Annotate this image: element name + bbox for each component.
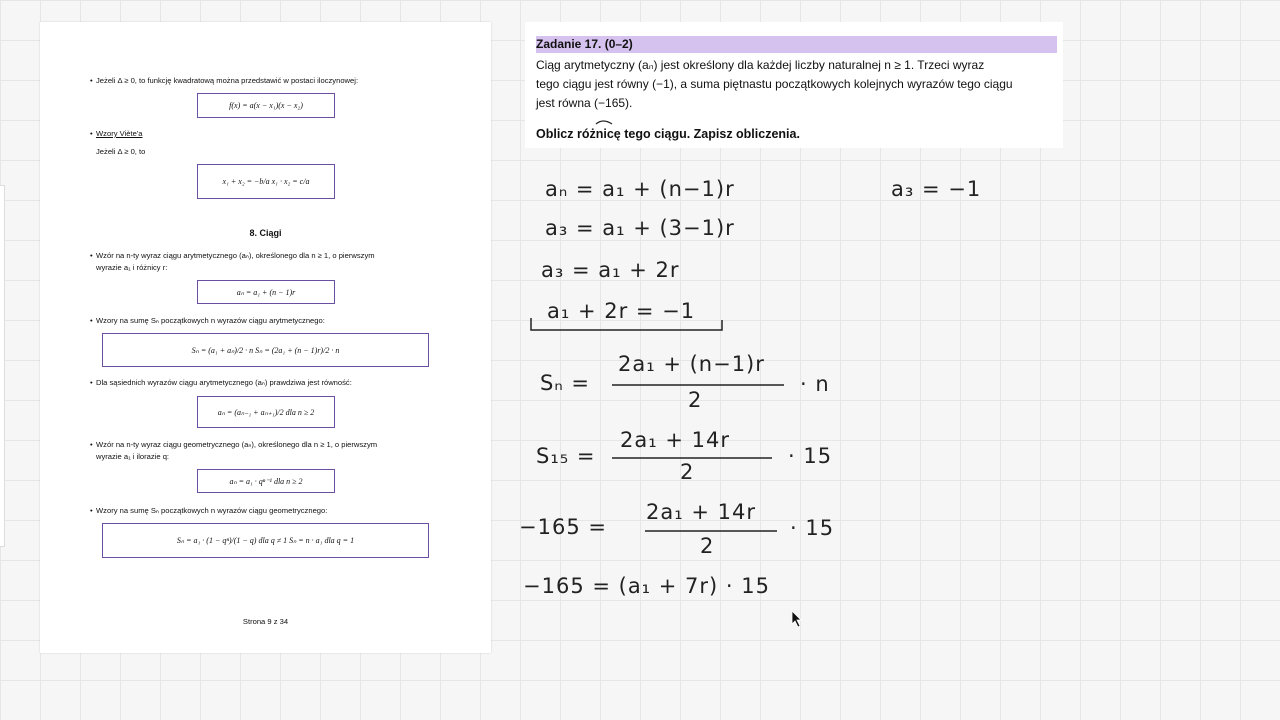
arith-sum-formula-box: Sₙ = (a₁ + aₙ)/2 · n Sₙ = (2a₁ + (n − 1)r)/2 · n	[102, 333, 429, 367]
geo-nth-text-2: wyrazie a₁ i ilorazie q:	[96, 452, 170, 461]
ink-eq-3: a₃ = a₁ + 2r	[541, 258, 680, 282]
ink-eq-2: a₃ = a₁ + (3−1)r	[545, 216, 735, 240]
ink-s15-mul: · 15	[788, 444, 833, 468]
arith-neighbors-formula-box: aₙ = (aₙ₋₁ + aₙ₊₁)/2 dla n ≥ 2	[197, 396, 335, 428]
viete-title: • Wzory Viète'a	[90, 129, 143, 138]
ink-side-note: a₃ = −1	[891, 177, 982, 201]
arith-nth-text: • Wzór na n-ty wyraz ciągu arytmetycznego (aₙ), określonego dla n ≥ 1, o pierwszym	[90, 251, 375, 260]
ink-sn-num: 2a₁ + (n−1)r	[618, 352, 765, 376]
task-line-3: jest równa (−165).	[536, 96, 633, 110]
quad-intro: • Jeżeli Δ ≥ 0, to funkcję kwadratową można przedstawić w postaci iloczynowej:	[90, 76, 359, 85]
ink-m165-lhs: −165 =	[519, 515, 607, 539]
section-title: 8. Ciągi	[249, 228, 282, 238]
geo-nth-text: • Wzór na n-ty wyraz ciągu geometrycznego (aₙ), określonego dla n ≥ 1, o pierwszym	[90, 440, 378, 449]
arith-nth-formula-box: aₙ = a₁ + (n − 1)r	[197, 280, 335, 304]
ink-s15-den: 2	[680, 460, 695, 484]
ink-m165-den: 2	[700, 534, 715, 558]
ink-m165-num: 2a₁ + 14r	[646, 500, 756, 524]
geo-nth-formula-box: aₙ = a₁ · qⁿ⁻¹ dla n ≥ 2	[197, 469, 335, 493]
geo-sum-text: • Wzory na sumę Sₙ początkowych n wyrazów ciągu geometrycznego:	[90, 506, 328, 515]
quad-formula-box: f(x) = a(x − x₁)(x − x₂)	[197, 93, 335, 118]
ink-s15-num: 2a₁ + 14r	[620, 428, 730, 452]
ink-eq-4: a₁ + 2r = −1	[547, 299, 696, 323]
viete-formula-box: x₁ + x₂ = −b/a x₁ · x₂ = c/a	[197, 164, 335, 199]
ink-sn-mul: · n	[800, 372, 830, 396]
geo-sum-formula-box: Sₙ = a₁ · (1 − qⁿ)/(1 − q) dla q ≠ 1 Sₙ = n · a₁ dla q = 1	[102, 523, 429, 558]
ink-s15-lhs: S₁₅ =	[536, 444, 596, 468]
ink-r-mark	[596, 121, 612, 124]
page-footer: Strona 9 z 34	[242, 617, 289, 626]
task-line-2: tego ciągu jest równy (−1), a suma piętnastu początkowych kolejnych wyrazów tego ciągu	[536, 77, 1013, 91]
task-command: Oblicz różnicę tego ciągu. Zapisz obliczenia.	[536, 127, 800, 141]
mouse-cursor-icon	[791, 610, 803, 628]
ink-sn-den: 2	[688, 388, 703, 412]
task-header: Zadanie 17. (0–2)	[536, 36, 1057, 53]
arith-nth-text-2: wyrazie a₁ i różnicy r:	[96, 263, 168, 272]
ink-m165-mul: · 15	[790, 516, 835, 540]
task-line-1: Ciąg arytmetyczny (aₙ) jest określony dla każdej liczby naturalnej n ≥ 1. Trzeci wyraz	[536, 58, 985, 72]
viete-condition: Jeżeli Δ ≥ 0, to	[96, 147, 146, 156]
ink-eq-1: aₙ = a₁ + (n−1)r	[545, 177, 735, 201]
ink-sn-lhs: Sₙ =	[540, 371, 590, 395]
arith-sum-text: • Wzory na sumę Sₙ początkowych n wyrazów ciągu arytmetycznego:	[90, 316, 325, 325]
ink-final-eq: −165 = (a₁ + 7r) · 15	[523, 574, 770, 598]
arith-neighbors-text: • Dla sąsiednich wyrazów ciągu arytmetycznego (aₙ) prawdziwa jest równość:	[90, 378, 352, 387]
